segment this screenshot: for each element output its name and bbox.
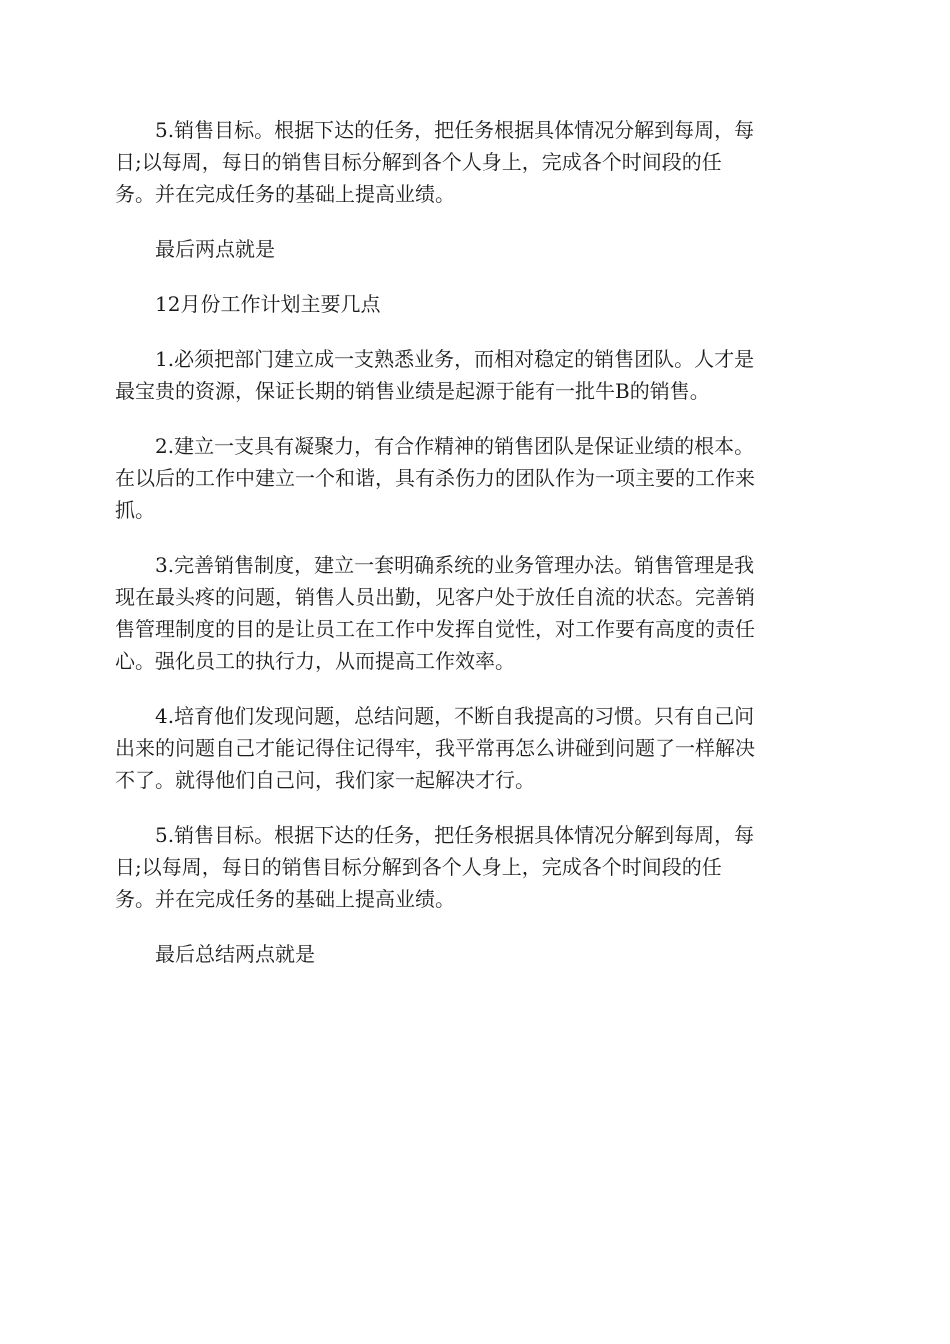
text-line: 最宝贵的资源，保证长期的销售业绩是起源于能有一批牛B的销售。 [115, 379, 710, 403]
text-line: 12月份工作计划主要几点 [155, 292, 381, 316]
text-line: 5.销售目标。根据下达的任务，把任务根据具体情况分解到每周，每 [155, 118, 755, 142]
paragraph-point-2 [115, 430, 835, 526]
text-line: 最后两点就是 [155, 237, 275, 261]
text-line: 不了。就得他们自己问，我们家一起解决才行。 [115, 768, 535, 792]
paragraph-december-plan-heading [115, 288, 835, 320]
text-line: 5.销售目标。根据下达的任务，把任务根据具体情况分解到每周，每 [155, 823, 755, 847]
text-line: 日;以每周，每日的销售目标分解到各个人身上，完成各个时间段的任 [115, 855, 722, 879]
text-line: 日;以每周，每日的销售目标分解到各个人身上，完成各个时间段的任 [115, 150, 722, 174]
text-line: 4.培育他们发现问题，总结问题，不断自我提高的习惯。只有自己问 [155, 704, 755, 728]
text-line: 务。并在完成任务的基础上提高业绩。 [115, 887, 455, 911]
text-line: 抓。 [115, 498, 155, 522]
paragraph-last-two-points [115, 233, 835, 265]
text-line: 务。并在完成任务的基础上提高业绩。 [115, 182, 455, 206]
paragraph-point-5 [115, 819, 835, 915]
paragraph-summary-two-points [115, 938, 835, 970]
text-line: 心。强化员工的执行力，从而提高工作效率。 [115, 649, 515, 673]
text-line: 现在最头疼的问题，销售人员出勤，见客户处于放任自流的状态。完善销 [115, 585, 755, 609]
text-line: 1.必须把部门建立成一支熟悉业务，而相对稳定的销售团队。人才是 [155, 347, 755, 371]
paragraph-point-4 [115, 700, 835, 796]
document-body [115, 114, 835, 993]
text-line: 2.建立一支具有凝聚力，有合作精神的销售团队是保证业绩的根本。 [155, 434, 755, 458]
text-line: 出来的问题自己才能记得住记得牢，我平常再怎么讲碰到问题了一样解决 [115, 736, 755, 760]
paragraph-point-1 [115, 343, 835, 407]
text-line: 在以后的工作中建立一个和谐，具有杀伤力的团队作为一项主要的工作来 [115, 466, 755, 490]
text-line: 最后总结两点就是 [155, 942, 315, 966]
paragraph-point-3 [115, 549, 835, 677]
text-line: 售管理制度的目的是让员工在工作中发挥自觉性，对工作要有高度的责任 [115, 617, 755, 641]
text-line: 3.完善销售制度，建立一套明确系统的业务管理办法。销售管理是我 [155, 553, 755, 577]
paragraph-sales-target [115, 114, 835, 210]
